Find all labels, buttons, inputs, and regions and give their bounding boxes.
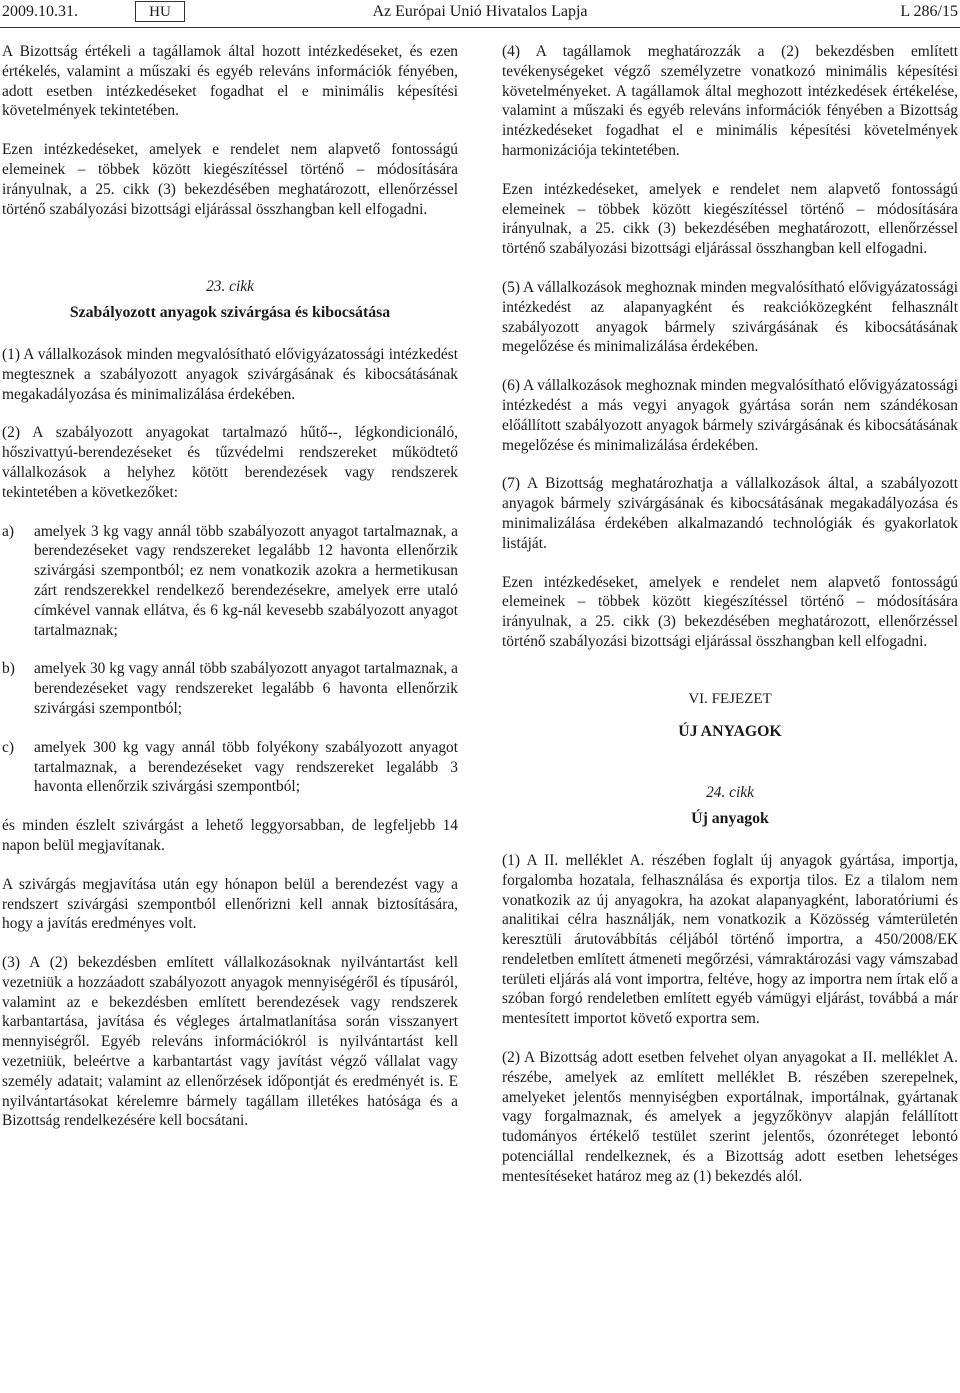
header-journal-title: Az Európai Unió Hivatalos Lapja [372,3,588,20]
paragraph: Ezen intézkedéseket, amelyek e rendelet nem alapvető fontosságú elemeinek – többek között kiegészítéssel történő – módosítására irányulnak, a 25. cikk (3) bekezdésében meghatározott, ellenőrzéssel történő szabályozási bizottsági eljárással összhangban kell elfogadni. [2,141,458,218]
paragraph: A szivárgás megjavítása után egy hónapon belül a berendezést vagy a rendszert szivárgási szempontból ellenőrizni kell annak biztosítására, hogy a javítás eredményes volt. [2,875,458,933]
list-item-label: b) [2,660,15,678]
list-item-text: amelyek 300 kg vagy annál több folyékony szabályozott anyagot tartalmaznak, a berendezéseket vagy rendszereket legalább 3 havonta ellenőrzik szivárgási szempontból; [34,738,458,796]
paragraph: (3) A (2) bekezdésben említett vállalkozásoknak nyilvántartást kell vezetniük a hozzáadott szabályozott anyagok mennyiségéről és típusáról, valamint az e bekezdésben említett berendezések vagy rendszerek karbantartása, javítása és végleges ártalmatlanítása során visszanyert mennyiségről. Egyéb releváns információkról is nyilvántartást kell vezetniük, beleértve a karbantartást vagy javítást végző vállalat vagy személy adatait; valamint az ellenőrzések időpontját és eredményét is. E nyilvántartásokat kérelemre bármely tagállam illetékes hatósága és a Bizottság rendelkezésére kell bocsátani. [2,954,458,1130]
list-item-label: c) [2,738,14,756]
paragraph: (1) A II. melléklet A. részében foglalt új anyagok gyártása, importja, forgalomba hozatala, felhasználása és exportja tilos. Ez a tilalom nem vonatkozik az új anyagokra, ha azokat alapanyagként, laboratóriumi és analitikai célra használják, nem vonatkozik a Közösség vámterületén keresztüli árutovábbítás céljából történő importra, a 450/2008/EK rendeletben említett átmeneti megőrzési, vámraktározási vagy vámszabad területi eljárás alá vont importra, feltéve, hogy az importra nem írtak elő a szóban forgó rendeletben említett egyéb vámügyi eljárást, továbbá a már mentesített importot követő exportra sem. [502,851,958,1028]
list-item [2,522,458,641]
list-item-label: a) [2,522,14,540]
header-date: 2009.10.31. [2,3,78,20]
header-page-number: L 286/15 [900,3,958,20]
list-item-text: amelyek 3 kg vagy annál több szabályozott anyagot tartalmaznak, a berendezéseket vagy rendszereket legalább 12 havonta ellenőrzik szivárgási szempontból; ez nem vonatkozik azokra a hermetikusan zárt rendszerekkel rendelkező berendezésekre, amelyek erre utaló címkével vannak ellátva, és 6 kg-nál kevesebb szabályozott anyagot tartalmaznak; [34,522,458,639]
paragraph: (2) A Bizottság adott esetben felvehet olyan anyagokat a II. melléklet A. részébe, amelyek az említett melléklet B. részében szerepelnek, amelyeket jelentős mennyiségben exportálnak, importálnak, gyártanak vagy forgalmaznak, és amelyek a jegyzőkönyv alapján felállított tudományos értékelő testület szerint jelentős, ózonréteget lebontó potenciállal rendelkeznek, és a Bizottság adott esetben lehetséges mentesítéseket határoz meg az (1) bekezdés alól. [502,1049,958,1185]
paragraph: (2) A szabályozott anyagokat tartalmazó hűtő--, légkondicionáló, hőszivattyú-berendezéseket és tűzvédelmi rendszereket működtető vállalkozások a helyhez kötött berendezések vagy rendszerek tekintetében a következőket: [2,424,458,501]
paragraph: és minden észlelt szivárgást a lehető leggyorsabban, de legfeljebb 14 napon belül megjavítanak. [2,817,458,854]
paragraph: (6) A vállalkozások meghoznak minden megvalósítható elővigyázatossági intézkedést a más vegyi anyagok gyártása során nem szándékosan előállított szabályozott anyagok bármely szivárgásának és kibocsátásának megelőzése és minimalizálása érdekében. [502,377,958,454]
paragraph: (5) A vállalkozások meghoznak minden megvalósítható elővigyázatossági intézkedést az alapanyagként és reakcióközegként felhasznált szabályozott anyagok bármely szivárgásának és kibocsátásának megelőzése és minimalizálása érdekében. [502,278,958,356]
header-language-badge: HU [135,1,185,22]
list-item [2,659,458,718]
chapter-title: ÚJ ANYAGOK [678,722,782,740]
right-column [502,42,958,1187]
paragraph: Ezen intézkedéseket, amelyek e rendelet nem alapvető fontosságú elemeinek – többek között kiegészítéssel történő – módosítására irányulnak, a 25. cikk (3) bekezdésében meghatározott, ellenőrzéssel történő szabályozási bizottsági eljárással összhangban kell elfogadni. [502,573,958,650]
header-rule [0,27,960,28]
list-item-text: amelyek 30 kg vagy annál több szabályozott anyagot tartalmaznak, a berendezéseket vagy rendszereket legalább 6 havonta ellenőrzik szivárgási szempontból; [34,660,458,717]
list-item [2,738,458,797]
article-number: 24. cikk [706,784,754,802]
paragraph: (7) A Bizottság meghatározhatja a vállalkozások által, a szabályozott anyagok bármely szivárgásának és kibocsátásának megakadályozása és minimalizálása érdekében alkalmazandó technológiák és gyakorlatok listáját. [502,475,958,552]
article-title: Új anyagok [691,810,769,828]
left-column [2,42,458,1131]
paragraph: (4) A tagállamok meghatározzák a (2) bekezdésben említett tevékenységeket végző személyzetre vonatkozó minimális képesítési követelményeket. A tagállamok által meghozott intézkedések értékelése, valamint a műszaki és egyéb releváns információk fényében a Bizottság intézkedéseket fogadhat el e minimális képesítési követelmények harmonizációja tekintetében. [502,43,958,159]
paragraph: (1) A vállalkozások minden megvalósítható elővigyázatossági intézkedést megtesznek a szabályozott anyagok szivárgásának és kibocsátásának megakadályozása és minimalizálása érdekében. [2,345,458,403]
paragraph: A Bizottság értékeli a tagállamok által hozott intézkedéseket, és ezen értékelés, valamint a műszaki és egyéb releváns információk fényében, adott esetben intézkedéseket fogadhat el e minimális képesítési követelmények tekintetében. [2,43,458,120]
article-title: Szabályozott anyagok szivárgása és kibocsátása [69,304,391,322]
paragraph: Ezen intézkedéseket, amelyek e rendelet nem alapvető fontosságú elemeinek – többek között kiegészítéssel történő – módosítására irányulnak, a 25. cikk (3) bekezdésében meghatározott, ellenőrzéssel történő szabályozási bizottsági eljárással összhangban kell elfogadni. [502,180,958,258]
chapter-number: VI. FEJEZET [688,690,772,707]
article-number: 23. cikk [206,278,254,296]
page-header [0,0,960,28]
